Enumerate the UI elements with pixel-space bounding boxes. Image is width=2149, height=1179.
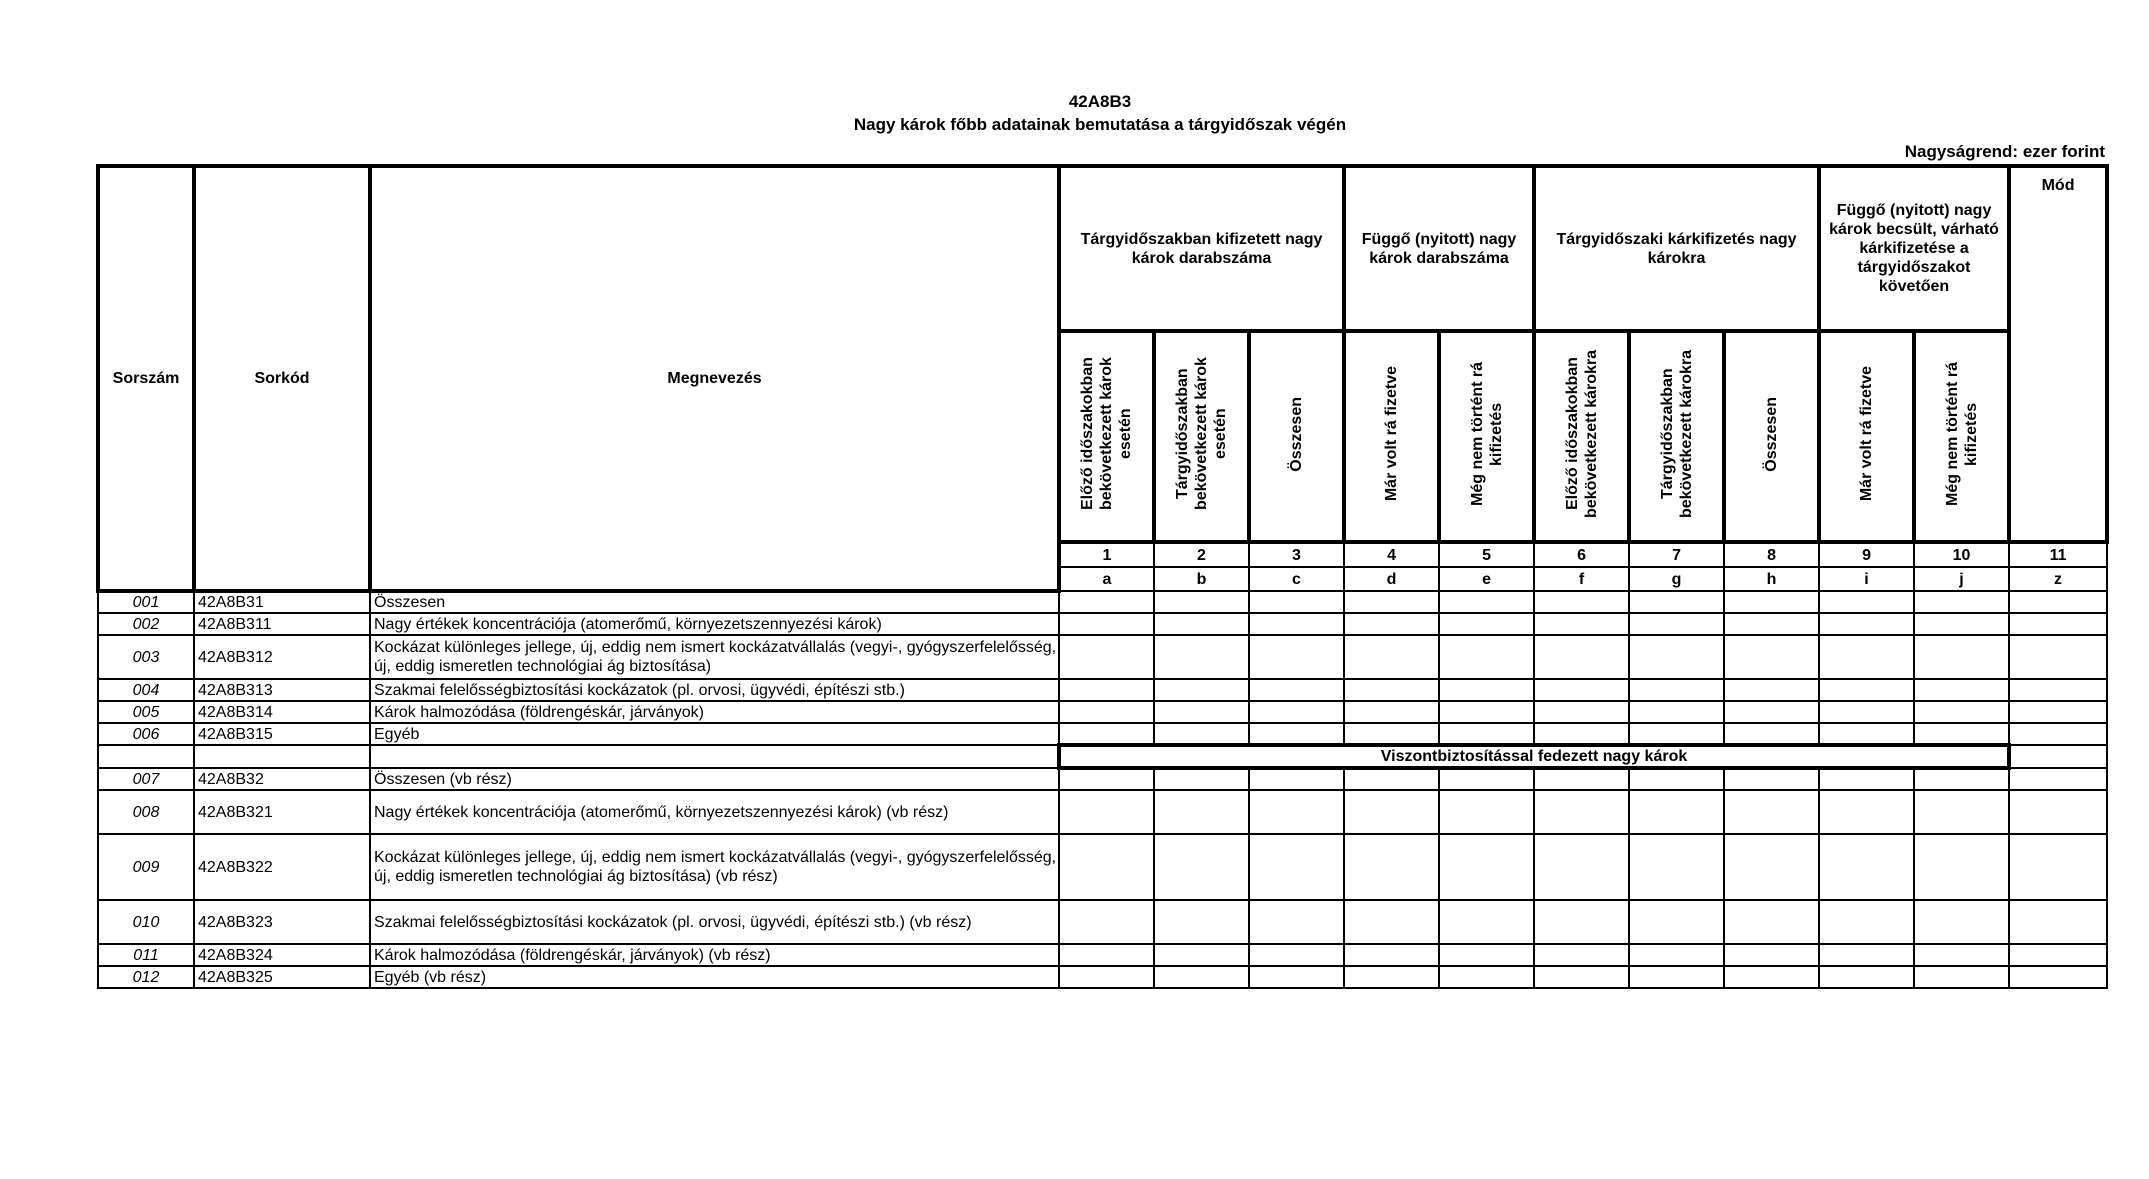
data-cell[interactable] — [1059, 679, 1154, 701]
data-cell[interactable] — [1344, 900, 1439, 944]
section-row — [98, 745, 2107, 768]
data-cell[interactable] — [1629, 613, 1724, 635]
row-code: 42A8B313 — [194, 679, 370, 701]
subcol-header — [1059, 331, 1154, 542]
row-name: Egyéb — [370, 723, 1059, 745]
data-cell[interactable] — [1154, 944, 1249, 966]
data-cell[interactable] — [1534, 613, 1629, 635]
row-code: 42A8B311 — [194, 613, 370, 635]
data-cell[interactable] — [1249, 900, 1344, 944]
data-cell[interactable] — [1439, 790, 1534, 834]
col-header-sorszam: Sorszám — [98, 166, 194, 591]
form-code: 42A8B3 — [1068, 92, 1132, 111]
data-cell[interactable] — [1534, 966, 1629, 988]
data-cell[interactable] — [2009, 900, 2107, 944]
data-cell[interactable] — [1914, 900, 2009, 944]
unit-label: Nagyságrend: ezer forint — [1904, 142, 2105, 161]
col-letter: h — [1724, 567, 1819, 591]
data-cell[interactable] — [1629, 944, 1724, 966]
subcol-header-label: Összesen — [1763, 396, 1781, 472]
subcol-header-label: Tárgyidőszakban bekövetkezett károkra — [1658, 349, 1695, 519]
data-cell[interactable] — [1344, 613, 1439, 635]
data-cell[interactable] — [1724, 635, 1819, 679]
data-cell[interactable] — [1534, 944, 1629, 966]
page-title: Nagy károk főbb adatainak bemutatása a tárgyidőszak végén — [853, 115, 1347, 134]
row-code: 42A8B324 — [194, 944, 370, 966]
data-cell[interactable] — [1724, 944, 1819, 966]
row-number: 006 — [98, 723, 194, 745]
row-name: Károk halmozódása (földrengéskár, járványok) — [370, 701, 1059, 723]
data-cell[interactable] — [2009, 944, 2107, 966]
data-cell[interactable] — [1059, 966, 1154, 988]
table-row — [98, 966, 2107, 988]
data-cell[interactable] — [1914, 723, 2009, 745]
data-cell[interactable] — [1154, 900, 1249, 944]
table-row — [98, 723, 2107, 745]
subcol-header — [1439, 331, 1534, 542]
group-header-estimated: Függő (nyitott) nagy károk becsült, várható kárkifizetése a tárgyidőszakot követően — [1819, 166, 2009, 331]
row-name: Egyéb (vb rész) — [370, 966, 1059, 988]
col-letter: f — [1534, 567, 1629, 591]
subcol-header-label: Még nem történt rá kifizetés — [1468, 362, 1505, 507]
data-cell[interactable] — [1249, 723, 1344, 745]
table-row — [98, 790, 2107, 834]
group-header-paid-count: Tárgyidőszakban kifizetett nagy károk darabszáma — [1059, 166, 1344, 331]
data-cell[interactable] — [1629, 900, 1724, 944]
data-cell[interactable] — [1914, 591, 2009, 613]
data-cell[interactable] — [1914, 679, 2009, 701]
table-row — [98, 834, 2107, 900]
col-number: 9 — [1819, 542, 1914, 567]
subcol-header-label: Összesen — [1288, 396, 1305, 472]
col-letter: a — [1059, 567, 1154, 591]
data-cell[interactable] — [1534, 790, 1629, 834]
data-cell[interactable] — [1249, 790, 1344, 834]
table-row — [98, 591, 2107, 613]
data-cell[interactable] — [1154, 635, 1249, 679]
data-cell[interactable] — [1249, 701, 1344, 723]
row-name: Károk halmozódása (földrengéskár, járványok) (vb rész) — [370, 944, 1059, 966]
data-cell[interactable] — [1439, 723, 1534, 745]
row-name: Kockázat különleges jellege, új, eddig nem ismert kockázatvállalás (vegyi-, gyógyszerfelelősség, új, eddig ismeretlen technológiai ág biztosítása) — [370, 635, 1059, 679]
data-cell[interactable] — [1629, 635, 1724, 679]
data-cell[interactable] — [1059, 834, 1154, 900]
col-number: 8 — [1724, 542, 1819, 567]
data-cell[interactable] — [1724, 591, 1819, 613]
data-cell[interactable] — [1819, 613, 1914, 635]
col-letter: g — [1629, 567, 1724, 591]
data-cell[interactable] — [1249, 591, 1344, 613]
col-letter: e — [1439, 567, 1534, 591]
data-cell[interactable] — [1154, 834, 1249, 900]
data-cell[interactable] — [2009, 701, 2107, 723]
data-cell[interactable] — [1059, 591, 1154, 613]
col-header-sorkod: Sorkód — [194, 166, 370, 591]
data-cell[interactable] — [1249, 635, 1344, 679]
data-cell[interactable] — [1154, 613, 1249, 635]
data-cell[interactable] — [1819, 944, 1914, 966]
data-cell[interactable] — [1819, 723, 1914, 745]
data-cell[interactable] — [1534, 591, 1629, 613]
row-number: 002 — [98, 613, 194, 635]
data-cell[interactable] — [2009, 723, 2107, 745]
section-banner: Viszontbiztosítással fedezett nagy károk — [1059, 745, 2009, 768]
data-cell[interactable] — [1629, 591, 1724, 613]
data-cell[interactable] — [1724, 701, 1819, 723]
data-cell[interactable] — [1154, 701, 1249, 723]
data-cell[interactable] — [1819, 591, 1914, 613]
data-cell[interactable] — [1059, 613, 1154, 635]
row-name: Nagy értékek koncentrációja (atomerőmű, környezetszennyezési károk) — [370, 613, 1059, 635]
data-cell[interactable] — [1534, 834, 1629, 900]
subcol-header-label: Már volt rá fizetve — [1858, 366, 1876, 502]
row-number: 003 — [98, 635, 194, 679]
col-number: 7 — [1629, 542, 1724, 567]
data-cell[interactable] — [1249, 768, 1344, 790]
data-cell[interactable] — [1724, 679, 1819, 701]
data-cell[interactable] — [2009, 613, 2107, 635]
data-cell[interactable] — [1439, 900, 1534, 944]
row-code: 42A8B32 — [194, 768, 370, 790]
data-cell[interactable] — [1724, 834, 1819, 900]
data-cell[interactable] — [1439, 966, 1534, 988]
data-cell[interactable] — [1344, 723, 1439, 745]
data-cell[interactable] — [1819, 635, 1914, 679]
data-cell[interactable] — [1914, 834, 2009, 900]
data-cell[interactable] — [1059, 944, 1154, 966]
data-cell[interactable] — [1249, 613, 1344, 635]
row-name: Szakmai felelősségbiztosítási kockázatok (pl. orvosi, ügyvédi, építészi stb.) — [370, 679, 1059, 701]
data-cell[interactable] — [1629, 790, 1724, 834]
data-cell[interactable] — [1439, 834, 1534, 900]
data-cell[interactable] — [1724, 966, 1819, 988]
subcol-header — [1154, 331, 1249, 542]
data-cell[interactable] — [1534, 723, 1629, 745]
data-cell[interactable] — [1344, 768, 1439, 790]
data-cell[interactable] — [1344, 591, 1439, 613]
empty-cell — [370, 745, 1059, 768]
data-cell[interactable] — [2009, 635, 2107, 679]
data-cell[interactable] — [1249, 834, 1344, 900]
data-cell[interactable] — [1059, 701, 1154, 723]
data-cell[interactable] — [2009, 790, 2107, 834]
col-number: 10 — [1914, 542, 2009, 567]
row-code: 42A8B321 — [194, 790, 370, 834]
data-cell[interactable] — [1534, 768, 1629, 790]
row-name: Szakmai felelősségbiztosítási kockázatok (pl. orvosi, ügyvédi, építészi stb.) (vb rész) — [370, 900, 1059, 944]
col-number: 11 — [2009, 542, 2107, 567]
table-row — [98, 635, 2107, 679]
data-cell[interactable] — [1914, 966, 2009, 988]
empty-cell — [194, 745, 370, 768]
row-number: 012 — [98, 966, 194, 988]
data-cell[interactable] — [1439, 701, 1534, 723]
report-table — [96, 164, 2109, 989]
data-cell[interactable] — [1154, 591, 1249, 613]
data-cell[interactable] — [1819, 900, 1914, 944]
data-cell[interactable] — [1819, 701, 1914, 723]
subcol-header-label: Előző időszakokban bekövetkezett károkra — [1563, 349, 1600, 519]
data-cell[interactable] — [1534, 701, 1629, 723]
data-cell[interactable] — [1914, 768, 2009, 790]
data-cell[interactable] — [1439, 679, 1534, 701]
data-cell[interactable] — [1154, 790, 1249, 834]
data-cell[interactable] — [1439, 613, 1534, 635]
row-number: 001 — [98, 591, 194, 613]
empty-cell — [2009, 745, 2107, 768]
data-cell[interactable] — [1439, 768, 1534, 790]
data-cell[interactable] — [2009, 834, 2107, 900]
subcol-header-label: Előző időszakokban bekövetkezett károk esetén — [1079, 357, 1134, 511]
col-number: 2 — [1154, 542, 1249, 567]
data-cell[interactable] — [1629, 723, 1724, 745]
data-cell[interactable] — [1724, 900, 1819, 944]
data-cell[interactable] — [1534, 679, 1629, 701]
col-number: 3 — [1249, 542, 1344, 567]
subcol-header — [1249, 331, 1344, 542]
data-cell[interactable] — [1914, 635, 2009, 679]
subcol-header — [1534, 331, 1629, 542]
data-cell[interactable] — [1154, 966, 1249, 988]
data-cell[interactable] — [1819, 966, 1914, 988]
subcol-header — [1629, 331, 1724, 542]
data-cell[interactable] — [1344, 834, 1439, 900]
row-number: 008 — [98, 790, 194, 834]
row-name: Összesen — [370, 591, 1059, 613]
data-cell[interactable] — [1629, 834, 1724, 900]
row-name: Összesen (vb rész) — [370, 768, 1059, 790]
subcol-header — [1344, 331, 1439, 542]
subcol-header-label: Még nem történt rá kifizetés — [1943, 362, 1980, 507]
data-cell[interactable] — [1724, 613, 1819, 635]
data-cell[interactable] — [1059, 768, 1154, 790]
data-cell[interactable] — [1534, 900, 1629, 944]
table-row — [98, 613, 2107, 635]
empty-cell — [98, 745, 194, 768]
data-cell[interactable] — [1629, 701, 1724, 723]
data-cell[interactable] — [1439, 635, 1534, 679]
data-cell[interactable] — [1154, 768, 1249, 790]
data-cell[interactable] — [1819, 834, 1914, 900]
data-cell[interactable] — [1819, 768, 1914, 790]
data-cell[interactable] — [1819, 790, 1914, 834]
data-cell[interactable] — [1344, 966, 1439, 988]
data-cell[interactable] — [1059, 900, 1154, 944]
data-cell[interactable] — [1344, 635, 1439, 679]
row-number: 011 — [98, 944, 194, 966]
data-cell[interactable] — [1249, 944, 1344, 966]
data-cell[interactable] — [1344, 790, 1439, 834]
data-cell[interactable] — [1059, 790, 1154, 834]
col-header-mod: Mód — [2009, 166, 2107, 542]
row-code: 42A8B322 — [194, 834, 370, 900]
group-header-open-count: Függő (nyitott) nagy károk darabszáma — [1344, 166, 1534, 331]
subcol-header — [1914, 331, 2009, 542]
col-number: 5 — [1439, 542, 1534, 567]
row-code: 42A8B315 — [194, 723, 370, 745]
row-name: Kockázat különleges jellege, új, eddig nem ismert kockázatvállalás (vegyi-, gyógyszerfelelősség, új, eddig ismeretlen technológiai ág biztosítása) (vb rész) — [370, 834, 1059, 900]
table-row — [98, 679, 2107, 701]
data-cell[interactable] — [2009, 591, 2107, 613]
col-number: 6 — [1534, 542, 1629, 567]
group-header-payments: Tárgyidőszaki kárkifizetés nagy károkra — [1534, 166, 1819, 331]
data-cell[interactable] — [1914, 613, 2009, 635]
col-number: 4 — [1344, 542, 1439, 567]
data-cell[interactable] — [1629, 966, 1724, 988]
table-row — [98, 768, 2107, 790]
subcol-header-label: Tárgyidőszakban bekövetkezett károk esetén — [1174, 357, 1229, 511]
data-cell[interactable] — [1724, 768, 1819, 790]
data-cell[interactable] — [2009, 966, 2107, 988]
row-code: 42A8B325 — [194, 966, 370, 988]
data-cell[interactable] — [1914, 944, 2009, 966]
data-cell[interactable] — [1534, 635, 1629, 679]
data-cell[interactable] — [1724, 723, 1819, 745]
data-cell[interactable] — [1249, 679, 1344, 701]
data-cell[interactable] — [2009, 679, 2107, 701]
col-letter: d — [1344, 567, 1439, 591]
data-cell[interactable] — [1914, 790, 2009, 834]
data-cell[interactable] — [1629, 679, 1724, 701]
row-number: 009 — [98, 834, 194, 900]
col-letter: j — [1914, 567, 2009, 591]
data-cell[interactable] — [1439, 591, 1534, 613]
col-header-megnevezes: Megnevezés — [370, 166, 1059, 591]
row-name: Nagy értékek koncentrációja (atomerőmű, környezetszennyezési károk) (vb rész) — [370, 790, 1059, 834]
table-row — [98, 701, 2107, 723]
col-letter: z — [2009, 567, 2107, 591]
subcol-header — [1819, 331, 1914, 542]
row-code: 42A8B323 — [194, 900, 370, 944]
data-cell[interactable] — [1344, 679, 1439, 701]
data-cell[interactable] — [1914, 701, 2009, 723]
data-cell[interactable] — [1154, 723, 1249, 745]
table-row — [98, 944, 2107, 966]
col-letter: c — [1249, 567, 1344, 591]
row-code: 42A8B31 — [194, 591, 370, 613]
data-cell[interactable] — [1249, 966, 1344, 988]
data-cell[interactable] — [2009, 768, 2107, 790]
data-cell[interactable] — [1629, 768, 1724, 790]
row-number: 004 — [98, 679, 194, 701]
data-cell[interactable] — [1344, 944, 1439, 966]
data-cell[interactable] — [1724, 790, 1819, 834]
row-number: 005 — [98, 701, 194, 723]
row-number: 010 — [98, 900, 194, 944]
row-number: 007 — [98, 768, 194, 790]
col-number: 1 — [1059, 542, 1154, 567]
row-code: 42A8B314 — [194, 701, 370, 723]
subcol-header-label: Már volt rá fizetve — [1383, 366, 1401, 502]
table-row — [98, 900, 2107, 944]
data-cell[interactable] — [1819, 679, 1914, 701]
col-letter: i — [1819, 567, 1914, 591]
data-cell[interactable] — [1059, 635, 1154, 679]
subcol-header — [1724, 331, 1819, 542]
data-cell[interactable] — [1344, 701, 1439, 723]
col-letter: b — [1154, 567, 1249, 591]
row-code: 42A8B312 — [194, 635, 370, 679]
data-cell[interactable] — [1059, 723, 1154, 745]
data-cell[interactable] — [1439, 944, 1534, 966]
data-cell[interactable] — [1154, 679, 1249, 701]
